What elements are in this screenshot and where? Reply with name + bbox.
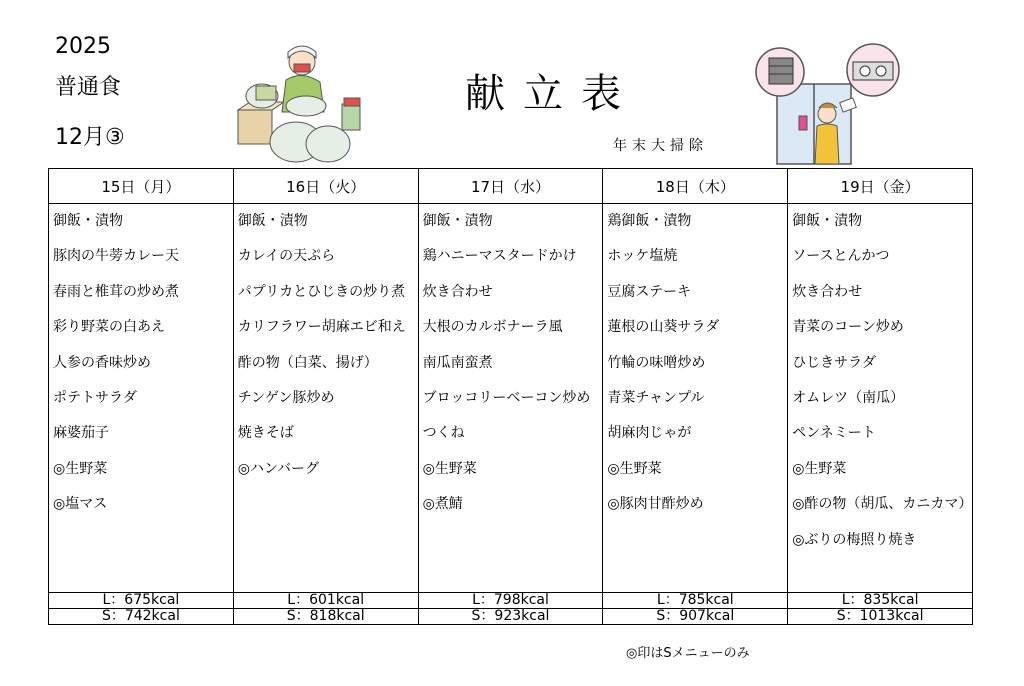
dish-item: ◎ハンバーグ [237,460,320,477]
kcal-s-value: S：923kcal [418,609,603,625]
page-title: 献立表 [465,71,639,117]
dish-item: 蓮根の山葵サラダ [607,319,720,336]
menu-table [48,168,973,625]
dish-item: 鶏御飯・漬物 [607,213,692,229]
dish-item: カレイの天ぷら [237,248,336,265]
kcal-s-value: S：818kcal [233,609,418,625]
dish-item: 酢の物（白菜、揚げ） [237,354,378,371]
dish-item: 炊き合わせ [792,283,863,300]
dish-item: 鶏ハニーマスタードかけ [422,248,577,265]
dish-item: ポテトサラダ [53,389,137,406]
kcal-l-value: L：675kcal [49,593,234,609]
dish-item: ペンネミート [792,425,876,442]
dish-item: 大根のカルボナーラ風 [422,319,563,336]
dish-item: ◎塩マス [53,496,108,513]
dish-item: カリフラワー胡麻エビ和え [237,319,406,336]
dishes-cell-fri [788,204,973,593]
dish-item: つくね [422,425,465,442]
kcal-l-value: L：798kcal [418,593,603,609]
dish-item: 春雨と椎茸の炒め煮 [53,283,179,300]
year-label: 2025 [55,34,111,59]
dish-item: ◎生野菜 [792,460,847,477]
dish-item: ◎生野菜 [53,460,108,477]
dish-item: 豆腐ステーキ [607,283,692,300]
dish-item: 御飯・漬物 [53,213,123,229]
kcal-l-value: L：785kcal [603,593,788,609]
dish-item: ブロッコリーベーコン炒め [422,389,591,406]
dish-item: 青菜のコーン炒め [792,319,904,336]
dish-item: オムレツ（南瓜） [792,389,905,406]
date-header: 18日（木） [603,169,788,204]
dishes-row [49,204,973,593]
kcal-l-value: L：601kcal [233,593,418,609]
dish-item: 麻婆茄子 [53,425,109,442]
dish-item: 南瓜南蛮煮 [422,354,493,371]
dish-item: 炊き合わせ [422,283,493,300]
dish-item: ◎豚肉甘酢炒め [607,496,704,513]
date-header: 19日（金） [788,169,973,204]
dishes-cell-thu [603,204,788,593]
dish-item: 御飯・漬物 [792,213,863,229]
dish-item: 御飯・漬物 [237,213,308,229]
dishes-cell-tue [233,204,418,593]
dish-item: ソースとんかつ [792,248,890,265]
dish-item: 人参の香味炒め [53,354,151,371]
dish-item: 竹輪の味噌炒め [607,354,706,371]
cleaning-illustration-left [232,40,364,168]
kcal-s-value: S：742kcal [49,609,234,625]
dishes-cell-mon [49,204,234,593]
dish-item: 青菜チャンプル [607,389,705,406]
dish-item: 彩り野菜の白あえ [53,319,165,336]
date-header: 17日（水） [418,169,603,204]
date-header: 16日（火） [233,169,418,204]
dish-item: 御飯・漬物 [422,213,493,229]
date-header: 15日（月） [49,169,234,204]
cleaning-illustration-right [755,42,915,167]
dish-item: ホッケ塩焼 [607,248,678,265]
date-header-row [49,169,973,204]
dish-item: チンゲン豚炒め [237,389,335,406]
kcal-l-row [49,593,973,609]
kcal-s-value: S：907kcal [603,609,788,625]
dish-item: ◎生野菜 [607,460,662,477]
footnote: ◎印はSメニューのみ [626,646,750,661]
theme-label: 年末大掃除 [613,138,708,154]
meal-type-label: 普通食 [55,75,122,100]
dish-item: ひじきサラダ [792,354,877,371]
dish-item: ◎ぶりの梅照り焼き [792,531,917,548]
kcal-s-value: S：1013kcal [788,609,973,625]
dish-item: ◎生野菜 [422,460,477,477]
dish-item: ◎煮鯖 [422,496,463,513]
kcal-s-row [49,609,973,625]
dishes-cell-wed [418,204,603,593]
dish-item: 豚肉の牛蒡カレー天 [53,248,179,265]
week-label: 12月③ [55,125,125,150]
kcal-l-value: L：835kcal [788,593,973,609]
dish-item: 胡麻肉じゃが [607,425,692,442]
dish-item: 焼きそば [237,425,294,442]
dish-item: ◎酢の物（胡瓜、カニカマ） [792,496,972,513]
dish-item: パプリカとひじきの炒り煮 [237,283,406,300]
